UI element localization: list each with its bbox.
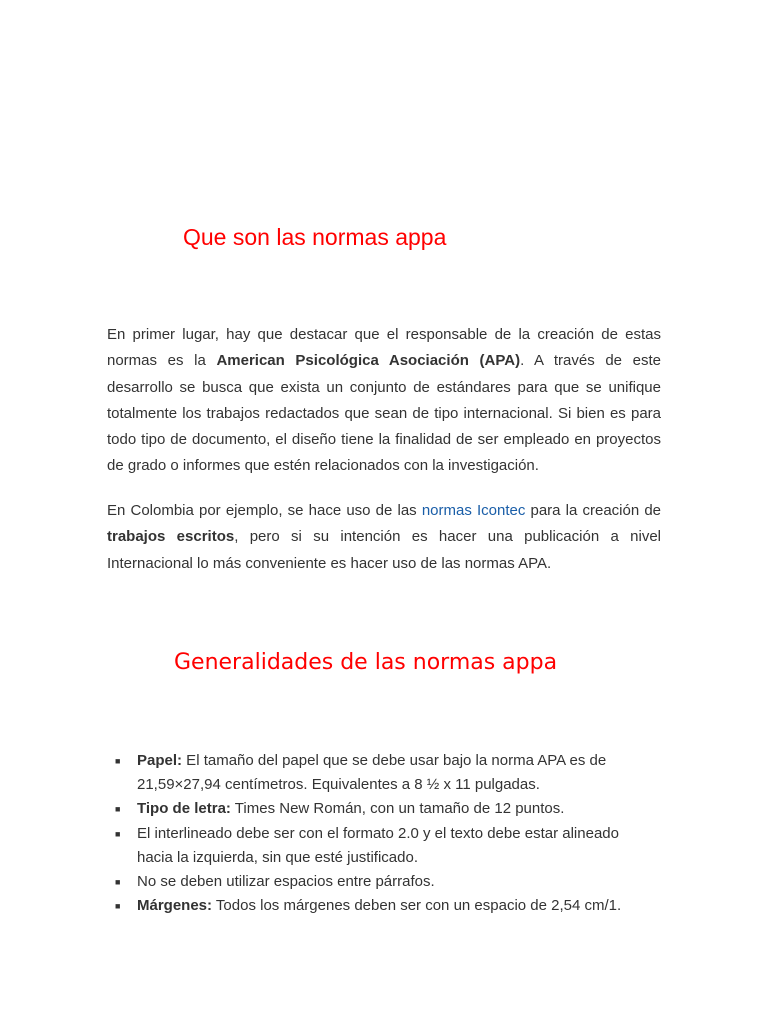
list-item-interlineado xyxy=(112,822,632,870)
paragraph-intro-bold-apa: American Psicológica Asociación (APA) xyxy=(216,352,521,370)
square-bullet-icon: ■ xyxy=(115,756,121,766)
normas-icontec-link[interactable]: normas Icontec xyxy=(421,502,526,519)
list-item-margenes xyxy=(112,894,632,918)
paragraph-colombia-bold-trabajos: trabajos escritos xyxy=(107,528,235,546)
square-bullet-icon: ■ xyxy=(115,804,121,815)
generalidades-list xyxy=(112,749,632,918)
list-item-label: Papel: xyxy=(137,752,183,769)
heading-que-son-normas-apa: Que son las normas appa xyxy=(183,224,447,250)
list-item-text: Times New Román, con un tamaño de 12 puntos. xyxy=(230,800,565,818)
list-item-espacios xyxy=(112,870,632,894)
paragraph-intro-text-start: En primer lugar, hay que destacar que el responsable de la creación de estas normas es la xyxy=(107,326,661,370)
list-item-tipo-letra xyxy=(112,797,632,821)
paragraph-colombia-text-middle: para la creación de xyxy=(525,502,662,519)
square-bullet-icon: ■ xyxy=(115,901,121,912)
list-item-papel xyxy=(112,749,632,797)
list-item-text: Todos los márgenes deben ser con un espacio de 2,54 cm/1. xyxy=(212,897,622,915)
list-item-text: No se deben utilizar espacios entre párrafos. xyxy=(137,873,435,891)
heading-generalidades: Generalidades de las normas appa xyxy=(174,650,558,675)
paragraph-intro xyxy=(107,322,661,480)
list-item-label: Tipo de letra: xyxy=(137,800,231,818)
paragraph-colombia-text-start: En Colombia por ejemplo, se hace uso de las xyxy=(107,502,422,519)
list-item-text: El tamaño del papel que se debe usar bajo la norma APA es de 21,59×27,94 centímetros. Equivalentes a 8 ½ x 11 pulgadas. xyxy=(137,752,607,794)
paragraph-colombia-text-end: , pero si su intención es hacer una publicación a nivel Internacional lo más conveniente es hacer uso de las normas APA. xyxy=(107,528,661,572)
list-item-text: El interlineado debe ser con el formato 2.0 y el texto debe estar alineado hacia la izquierda, sin que esté justificado. xyxy=(137,824,619,866)
paragraph-colombia xyxy=(107,498,661,577)
square-bullet-icon: ■ xyxy=(115,877,121,888)
paragraph-intro-text-end: . A través de este desarrollo se busca que exista un conjunto de estándares para que se unifique totalmente los trabajos redactados que sean de tipo internacional. Si bien es para todo tipo de documento, el diseño tiene la finalidad de ser empleado en proyectos de grado o informes que estén relacionados con la investigación. xyxy=(107,352,661,475)
list-item-label: Márgenes: xyxy=(137,897,213,915)
square-bullet-icon: ■ xyxy=(115,828,121,839)
